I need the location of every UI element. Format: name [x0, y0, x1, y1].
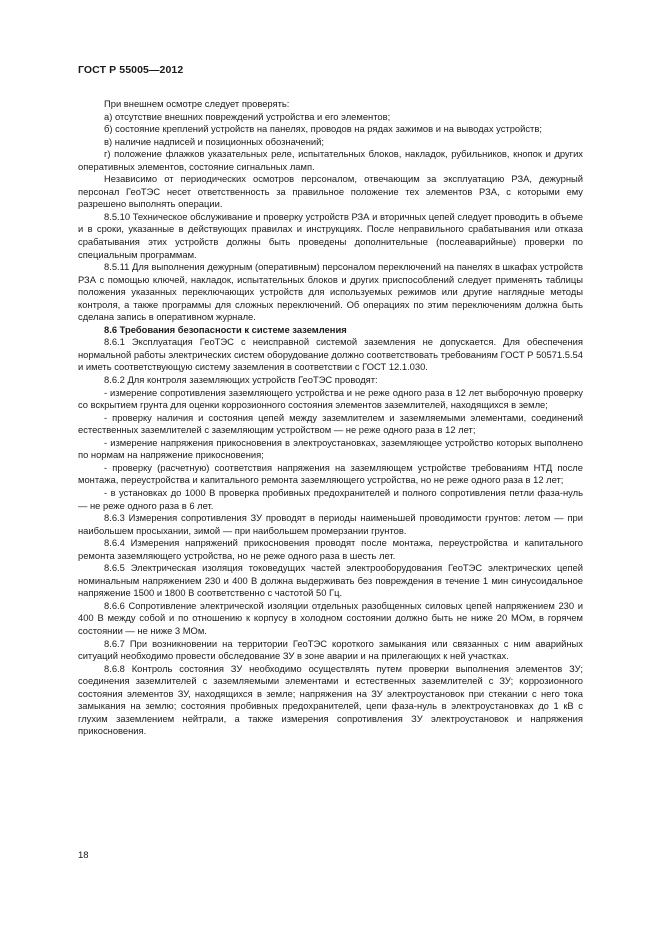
list-item-v: в) наличие надписей и позиционных обозначений; — [104, 135, 324, 147]
bullet-item: - измерение напряжения прикосновения в электроустановках, заземляющее устройство которых выполнено по нормам на напряжение прикосновения; — [78, 436, 583, 461]
bullet-item: - проверку наличия и состояния цепей между заземлителем и заземляемыми элементами, соединений естественных заземлителей с заземляющим устройством — не реже одного раза в 12 лет; — [78, 411, 583, 436]
document-body — [78, 98, 583, 738]
clause-8-5-10: 8.5.10 Техническое обслуживание и проверку устройств РЗА и вторичных цепей следует проводить в объеме и в сроки, указанные в действующих правилах и инструкциях. После неправильного срабатывания или отказа срабатывания этих устройств должны быть проведены дополнительные (послеаварийные) проверки по специальным программам. — [78, 210, 583, 260]
list-item-b: б) состояние креплений устройств на панелях, проводов на рядах зажимов и на выводах устройств; — [104, 123, 542, 135]
clause-8-6-4: 8.6.4 Измерения напряжений прикосновения проводят после монтажа, переустройства и капитального ремонта заземляющего устройства, но не реже одного раза в шесть лет. — [78, 537, 583, 561]
clause-8-6-8: 8.6.8 Контроль состояния ЗУ необходимо осуществлять путем проверки выполнения элементов ЗУ; соединения заземлителей с заземляемыми элементами и естественных заземлителей с ЗУ; коррозионного состояния элементов ЗУ, находящихся в земле; напряжения на ЗУ электроустановок при стекании с него тока замыкания на землю; состояния пробивных предохранителей, цепи фаза-нуль в электроустановках до 1 кВ с глухим заземлением нейтрали, а также измерения сопротивления ЗУ электроустановок и напряжения прикосновения. — [78, 662, 583, 737]
clause-8-6-5: 8.6.5 Электрическая изоляция токоведущих частей электрооборудования ГеоТЭС электрических цепей номинальным напряжением 230 и 400 В должна выдерживать без повреждения в течение 1 мин синусоидальное напряжение 1500 и 1800 В соответственно с частотой 50 Гц. — [78, 562, 583, 599]
list-item-a: а) отсутствие внешних повреждений устройства и его элементов; — [104, 110, 391, 122]
clause-8-6-6: 8.6.6 Сопротивление электрической изоляции отдельных разобщенных силовых цепей напряжением 230 и 400 В между собой и по отношению к корпусу в холодном состоянии должно быть не ниже 20 МОм, в горячем состоянии — не ниже 3 МОм. — [78, 599, 583, 636]
clause-8-6-2: 8.6.2 Для контроля заземляющих устройств ГеоТЭС проводят: — [104, 374, 378, 386]
section-heading-8-6: 8.6 Требования безопасности к системе заземления — [104, 323, 347, 335]
bullet-item: - измерение сопротивления заземляющего устройства и не реже одного раза в 12 лет выборочную проверку со вскрытием грунта для оценки коррозионного состояния элементов заземлителей, находящихся в земле; — [78, 386, 583, 411]
clause-8-6-1: 8.6.1 Эксплуатация ГеоТЭС с неисправной системой заземления не допускается. Для обеспечения нормальной работы электрических систем оборудование должно соответствовать требованиям ГОСТ Р 50571.5.54 и иметь соответствующую систему заземления в соответствии с ГОСТ 12.1.030. — [78, 336, 583, 373]
clause-8-6-3: 8.6.3 Измерения сопротивления ЗУ проводят в периоды наименьшей проводимости грунтов: летом — при наибольшем просыхании, зимой — при наибольшем промерзании грунтов. — [78, 512, 583, 536]
paragraph-duty-staff: Независимо от периодических осмотров персоналом, отвечающим за эксплуатацию РЗА, дежурный персонал ГеоТЭС несет ответственность за правильное положение тех элементов РЗА, с которыми ему разрешено выполнять операции. — [78, 173, 583, 210]
page-number: 18 — [78, 850, 89, 861]
clause-8-6-7: 8.6.7 При возникновении на территории ГеоТЭС короткого замыкания или связанных с ним аварийных ситуаций необходимо провести обследование ЗУ в зоне аварии и на прилегающих к ней участках. — [78, 637, 583, 662]
clause-8-5-11: 8.5.11 Для выполнения дежурным (оперативным) персоналом переключений на панелях в шкафах устройств РЗА с помощью ключей, накладок, испытательных блоков и других приспособлений следует применять таблицы положения указанных переключающих устройств для используемых режимов или другие наглядные методы контроля, а также программы для сложных переключений. Об операциях по этим переключениям должна быть сделана запись в оперативном журнале. — [78, 261, 583, 323]
document-header: ГОСТ Р 55005—2012 — [78, 64, 184, 76]
bullet-item: - проверку (расчетную) соответствия напряжения на заземляющем устройстве требованиям НТД после монтажа, переустройства и капитального ремонта заземляющего устройства, но не реже одного раза в 12 лет; — [78, 461, 583, 486]
list-item-g: г) положение флажков указательных реле, испытательных блоков, накладок, рубильников, кнопок и других оперативных элементов, состояние сигнальных ламп. — [78, 148, 583, 172]
bullet-item: - в установках до 1000 В проверка пробивных предохранителей и полного сопротивления петли фаза-нуль — не реже одного раза в 6 лет. — [78, 486, 583, 511]
paragraph-intro: При внешнем осмотре следует проверять: — [104, 98, 290, 109]
